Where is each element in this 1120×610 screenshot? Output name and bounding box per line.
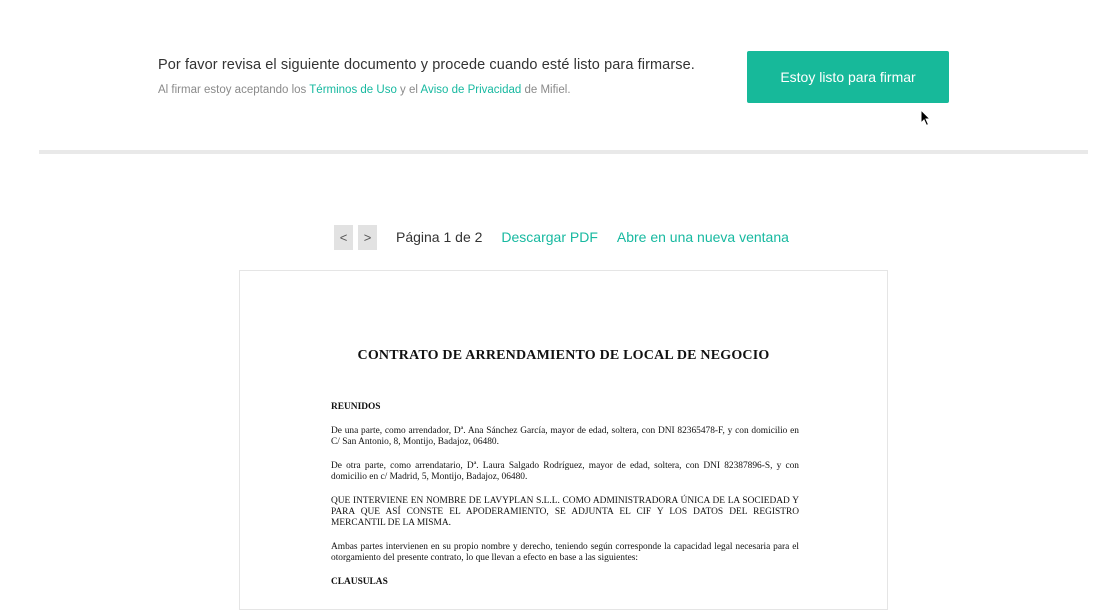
page-indicator: Página 1 de 2 <box>396 229 483 245</box>
terms-middle: y el <box>396 84 421 96</box>
document-body <box>331 402 799 601</box>
terms-prefix: Al firmar estoy aceptando los <box>158 84 310 96</box>
review-instructions: Por favor revisa el siguiente documento y procede cuando esté listo para firmarse. <box>158 57 695 73</box>
download-pdf-link[interactable]: Descargar PDF <box>501 229 598 245</box>
ready-to-sign-button[interactable]: Estoy listo para firmar <box>747 51 949 103</box>
section-heading-clausulas: CLAUSULAS <box>331 577 388 587</box>
terms-notice <box>158 84 571 96</box>
document-title: CONTRATO DE ARRENDAMIENTO DE LOCAL DE NEGOCIO <box>357 348 770 363</box>
paragraph-landlord: De una parte, como arrendador, Dª. Ana Sánchez García, mayor de edad, soltera, con DNI 82365478-F, y con domicilio en C/ San Antonio, 8, Montijo, Badajoz, 06480. <box>331 426 799 447</box>
privacy-notice-link[interactable]: Aviso de Privacidad <box>420 84 522 96</box>
terms-suffix: de Mifiel. <box>521 84 571 96</box>
paragraph-parties: Ambas partes intervienen en su propio nombre y derecho, teniendo según corresponde la capacidad legal necesaria para el otorgamiento del presente contrato, lo que llevan a efecto en base a las siguientes: <box>331 542 799 563</box>
document-page <box>239 270 888 610</box>
header-divider <box>39 150 1088 154</box>
prev-page-button[interactable]: < <box>334 225 353 250</box>
section-heading-reunidos: REUNIDOS <box>331 402 381 412</box>
paragraph-tenant: De otra parte, como arrendatario, Dª. Laura Salgado Rodríguez, mayor de edad, soltera, con DNI 82387896-S, y con domicilio en c/ Madrid, 5, Montijo, Badajoz, 06480. <box>331 461 799 482</box>
terms-of-use-link[interactable]: Términos de Uso <box>309 84 397 96</box>
mouse-cursor-icon <box>920 109 932 127</box>
paragraph-company: QUE INTERVIENE EN NOMBRE DE LAVYPLAN S.L.L. COMO ADMINISTRADORA ÚNICA DE LA SOCIEDAD Y PARA QUE ASÍ CONSTE EL APODERAMIENTO, SE ADJUNTA EL CIF Y LOS DATOS DEL REGISTRO MERCANTIL DE LA MISMA. <box>331 496 799 528</box>
document-pager <box>334 224 789 250</box>
signing-header <box>0 0 1120 140</box>
next-page-button[interactable]: > <box>358 225 377 250</box>
open-new-window-link[interactable]: Abre en una nueva ventana <box>616 229 789 245</box>
